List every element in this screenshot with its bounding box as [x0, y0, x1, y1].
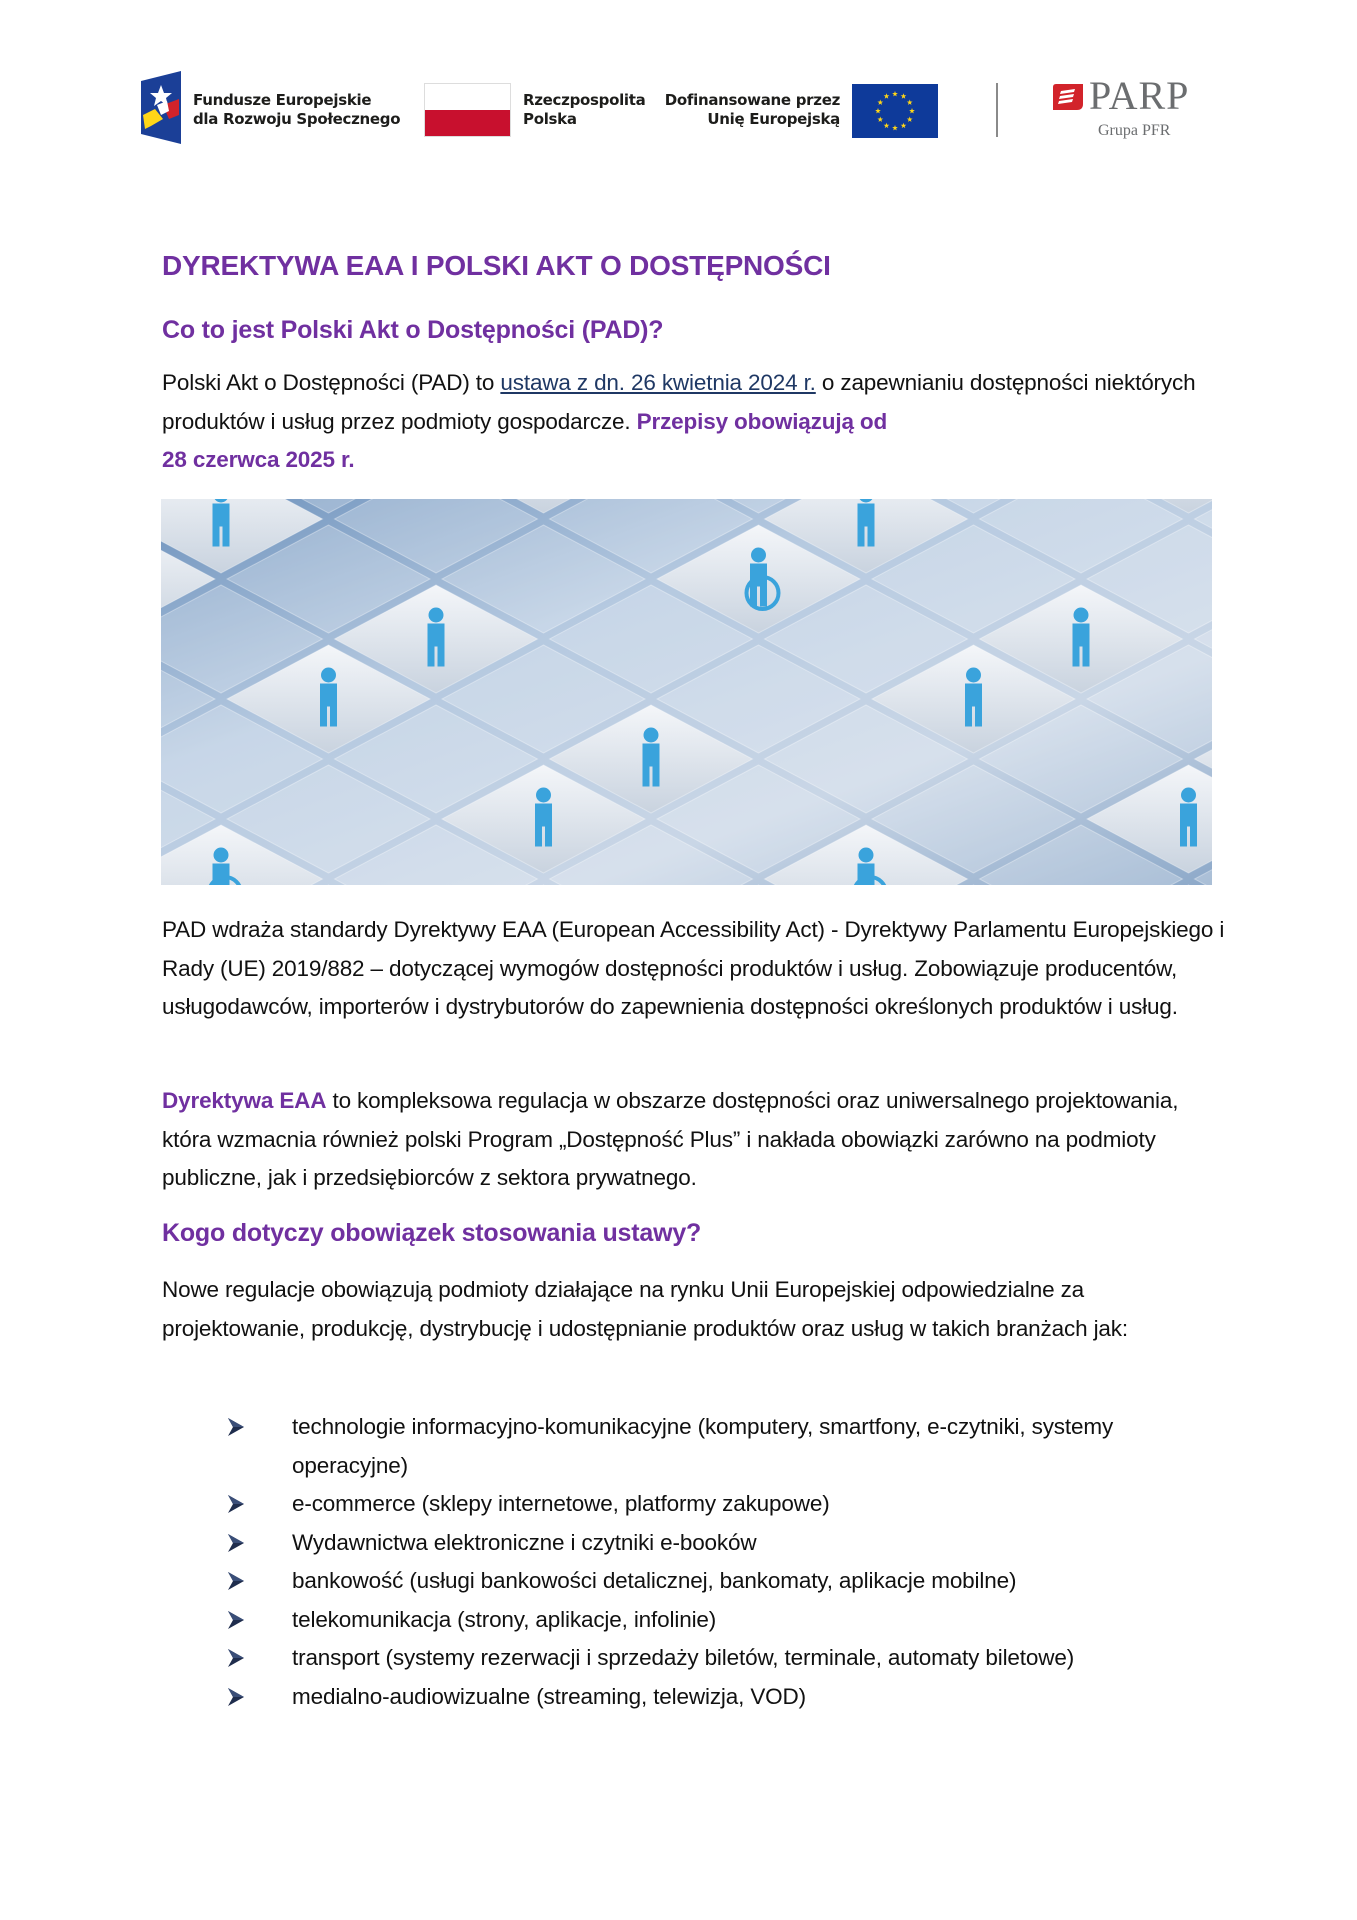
parp-logo-subtitle: Grupa PFR — [1098, 122, 1171, 139]
para1-text-start: Polski Akt o Dostępności (PAD) to — [162, 370, 501, 395]
sectors-list — [226, 1408, 1226, 1716]
sector-list-item — [226, 1639, 1226, 1678]
sector-list-item-text: e-commerce (sklepy internetowe, platformy zakupowe) — [292, 1491, 830, 1516]
logo-divider — [996, 83, 998, 137]
paragraph-eaa-description — [162, 1082, 1232, 1198]
sector-list-item-text: technologie informacyjno-komunikacyjne (komputery, smartfony, e-czytniki, systemy operacyjne) — [292, 1414, 1114, 1478]
sector-list-item — [226, 1485, 1226, 1524]
sector-list-item-text: bankowość (usługi bankowości detalicznej, bankomaty, aplikacje mobilne) — [292, 1568, 1017, 1593]
pl-logo-line-2: Polska — [523, 110, 577, 128]
sector-list-item-text: Wydawnictwa elektroniczne i czytniki e-booków — [292, 1529, 757, 1555]
arrowhead-bullet-icon — [228, 1688, 244, 1706]
arrowhead-bullet-icon — [228, 1534, 244, 1552]
fe-logo-line-1: Fundusze Europejskie — [193, 91, 372, 109]
fe-logo-line-2: dla Rozwoju Społecznego — [193, 110, 401, 128]
paragraph-pad-eaa: PAD wdraża standardy Dyrektywy EAA (European Accessibility Act) - Dyrektywy Parlamentu Europejskiego i Rady (UE) 2019/882 – dotyczącej wymogów dostępności produktów i usług. Zobowiązuje producentów, usługodawców, importerów i dystrybutorów do zapewnienia dostępności określonych produktów i usług. — [162, 917, 1225, 1019]
section-heading-scope: Kogo dotyczy obowiązek stosowania ustawy? — [162, 1219, 702, 1247]
eu-logo-line-2: Unię Europejską — [707, 110, 840, 128]
eaa-highlight: Dyrektywa EAA — [162, 1088, 327, 1113]
logo-bar — [0, 0, 1357, 170]
paragraph-pad-definition — [162, 364, 1232, 480]
law-link[interactable]: ustawa z dn. 26 kwietnia 2024 r. — [500, 370, 816, 395]
sector-list-item — [226, 1408, 1226, 1485]
eaa-description-text: to kompleksowa regulacja w obszarze dostępności oraz uniwersalnego projektowania, która wzmacnia również polski Program „Dostępność Plus” i nakłada obowiązki zarówno na podmioty publiczne, jak i przedsiębiorców z sektora prywatnego. — [162, 1088, 1179, 1190]
para1-text-rest: o zapewnianiu dostępności niektórych produktów i usług przez podmioty gospodarcze. — [162, 370, 1196, 434]
effective-date-value: 28 czerwca 2025 r. — [162, 447, 355, 472]
parp-logo-text: PARP — [1089, 73, 1190, 118]
arrowhead-bullet-icon — [228, 1649, 244, 1667]
sector-list-item — [226, 1601, 1226, 1640]
accessibility-symbols-image — [161, 499, 1212, 885]
sector-list-item-text: medialno-audiowizualne (streaming, telewizja, VOD) — [292, 1683, 806, 1709]
sector-list-item-text: transport (systemy rezerwacji i sprzedaży biletów, terminale, automaty biletowe) — [292, 1645, 1075, 1670]
sector-list-item — [226, 1524, 1226, 1563]
eu-flag-icon — [852, 84, 938, 138]
arrowhead-bullet-icon — [228, 1495, 244, 1513]
parp-logo-mark-icon — [1053, 84, 1083, 110]
page-title: DYREKTYWA EAA I POLSKI AKT O DOSTĘPNOŚCI — [162, 250, 831, 281]
arrowhead-bullet-icon — [228, 1572, 244, 1590]
eu-cofunded-logo-text — [660, 91, 840, 129]
arrowhead-bullet-icon — [228, 1611, 244, 1629]
paragraph-scope-intro: Nowe regulacje obowiązują podmioty działające na rynku Unii Europejskiej odpowiedzialne za projektowanie, produkcję, dystrybucję i udostępnianie produktów oraz usług w takich branżach jak: — [162, 1277, 1128, 1341]
sector-list-item-text: telekomunikacja (strony, aplikacje, infolinie) — [292, 1606, 717, 1632]
arrowhead-bullet-icon — [228, 1418, 244, 1436]
eu-logo-line-1: Dofinansowane przez — [664, 91, 840, 109]
polish-flag-icon — [424, 83, 511, 137]
section-heading-pad: Co to jest Polski Akt o Dostępności (PAD)? — [162, 316, 664, 344]
pl-logo-line-1: Rzeczpospolita — [523, 91, 646, 109]
effective-date-highlight: Przepisy obowiązują od — [636, 408, 888, 434]
sector-list-item — [226, 1562, 1226, 1601]
fundusze-europejskie-flag-icon — [141, 71, 181, 144]
rzeczpospolita-logo-text — [523, 91, 645, 129]
sector-list-item — [226, 1678, 1226, 1717]
fundusze-europejskie-logo-text — [193, 91, 400, 129]
